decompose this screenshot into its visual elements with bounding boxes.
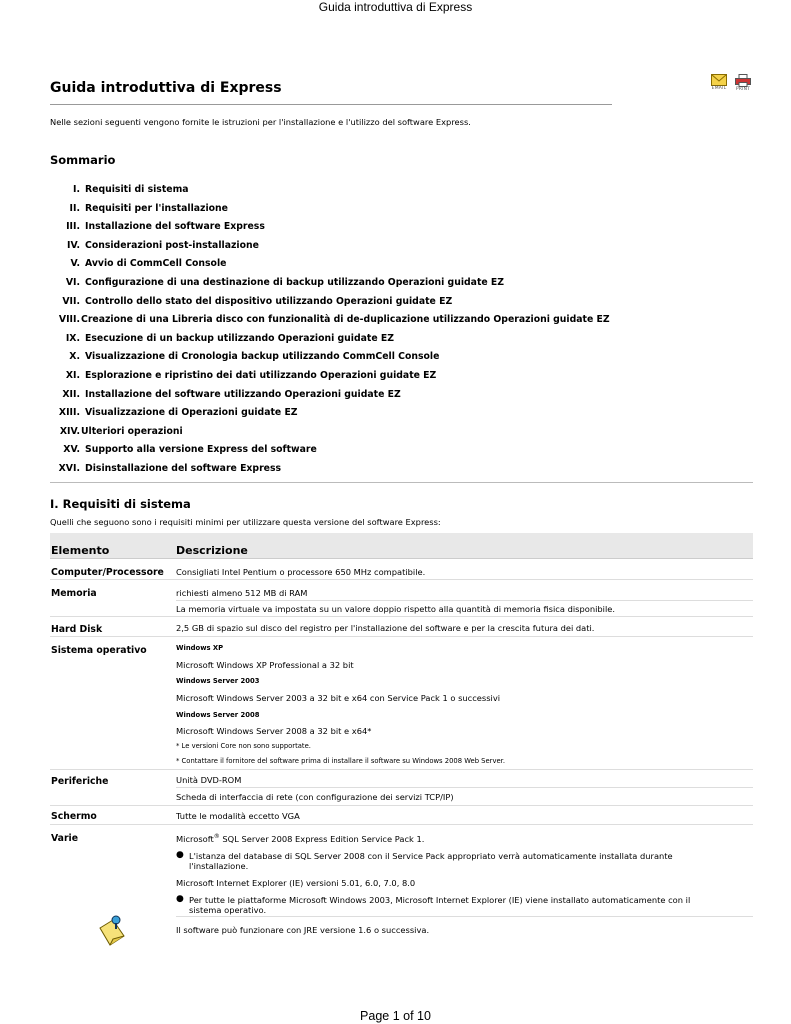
toc-link[interactable]: Disinstallazione del software Express xyxy=(85,463,282,474)
print-caption: PRINT xyxy=(735,87,751,92)
memoria-description-2: La memoria virtuale va impostata su un valore doppio rispetto alla quantità di memoria fisica disponibile. xyxy=(176,604,616,614)
toc-number: III. xyxy=(66,221,80,233)
toc-link[interactable]: Installazione del software Express xyxy=(85,221,265,233)
row-label-varie: Varie xyxy=(51,833,79,844)
toc-link[interactable]: Avvio di CommCell Console xyxy=(85,258,227,270)
page-title: Guida introduttiva di Express xyxy=(50,80,282,96)
periferiche-description-2: Scheda di interfaccia di rete (con configurazione dei servizi TCP/IP) xyxy=(176,792,454,802)
os-note-2: * Contattare il fornitore del software prima di installare il software su Windows 2008 Web Server. xyxy=(176,757,506,765)
toc-link[interactable]: Installazione del software utilizzando Operazioni guidate EZ xyxy=(85,388,401,400)
os-xp-heading: Windows XP xyxy=(176,644,224,652)
toc-link[interactable]: Creazione di una Libreria disco con funzionalità di de-duplicazione utilizzando Operazioni guidate EZ xyxy=(81,314,610,326)
toc-number: X. xyxy=(69,351,80,363)
print-icon xyxy=(735,74,751,87)
row-label-cpu: Computer/Processore xyxy=(51,567,164,578)
schermo-description: Tutte le modalità eccetto VGA xyxy=(176,811,300,821)
toc-link[interactable]: Esplorazione e ripristino dei dati utilizzando Operazioni guidate EZ xyxy=(85,370,437,381)
toc-link[interactable]: Configurazione di una destinazione di backup utilizzando Operazioni guidate EZ xyxy=(85,277,505,288)
row-label-hard-disk: Hard Disk xyxy=(51,624,103,635)
hard-disk-description: 2,5 GB di spazio sul disco del registro per l'installazione del software e per la crescita futura dei dati. xyxy=(176,623,595,633)
row-divider xyxy=(50,636,753,637)
os-2003-heading: Windows Server 2003 xyxy=(176,677,260,685)
os-note-1: * Le versioni Core non sono supportate. xyxy=(176,742,311,750)
toc-link[interactable]: Requisiti per l'installazione xyxy=(85,202,228,214)
cpu-description: Consigliati Intel Pentium o processore 650 MHz compatibile. xyxy=(176,567,426,577)
cell-divider xyxy=(176,916,753,917)
memoria-description-1: richiesti almeno 512 MB di RAM xyxy=(176,588,308,598)
toc-link[interactable]: Visualizzazione di Operazioni guidate EZ xyxy=(85,407,298,419)
toc-link[interactable]: Ulteriori operazioni xyxy=(81,425,183,437)
row-label-periferiche: Periferiche xyxy=(51,776,109,787)
requirements-table-header xyxy=(50,533,753,559)
pdf-page-header: Guida introduttiva di Express xyxy=(318,0,473,14)
row-label-os: Sistema operativo xyxy=(51,645,147,656)
column-header-descrizione: Descrizione xyxy=(176,544,248,557)
section-subtitle: Quelli che seguono sono i requisiti minimi per utilizzare questa versione del software Express: xyxy=(50,517,441,527)
sql-server-requirement: Microsoft® SQL Server 2008 Express Edition Service Pack 1. xyxy=(176,833,425,844)
os-2008-heading: Windows Server 2008 xyxy=(176,711,260,719)
row-divider xyxy=(50,824,753,825)
toc-number: XIV. xyxy=(59,425,80,437)
toc-number: XIII. xyxy=(58,407,80,419)
row-divider xyxy=(50,616,753,617)
ie-requirement: Microsoft Internet Explorer (IE) versioni 5.01, 6.0, 7.0, 8.0 xyxy=(176,878,416,888)
toc-link[interactable]: Considerazioni post-installazione xyxy=(85,239,259,251)
print-button[interactable] xyxy=(732,74,754,94)
column-header-elemento: Elemento xyxy=(51,544,110,557)
row-label-memoria: Memoria xyxy=(51,588,97,599)
toc-number: XII. xyxy=(62,388,80,400)
os-xp-description: Microsoft Windows XP Professional a 32 bit xyxy=(176,660,354,670)
toc-number: XI. xyxy=(65,370,80,381)
toc-link[interactable]: Supporto alla versione Express del software xyxy=(85,444,317,456)
page-number: Page 1 of 10 xyxy=(360,1009,431,1023)
row-label-schermo: Schermo xyxy=(51,811,97,822)
os-2003-description: Microsoft Windows Server 2003 a 32 bit e x64 con Service Pack 1 o successivi xyxy=(176,693,501,703)
toc-number: VII. xyxy=(62,295,80,307)
toc-number: V. xyxy=(70,258,80,270)
toc-number: IX. xyxy=(65,332,80,344)
toc-number: VIII. xyxy=(58,314,80,326)
toc-link[interactable]: Esecuzione di un backup utilizzando Operazioni guidate EZ xyxy=(85,332,394,344)
cell-divider xyxy=(176,787,753,788)
email-button[interactable] xyxy=(708,74,730,94)
sql-server-note: L'istanza del database di SQL Server 2008 con il Service Pack appropriato verrà automaticamente installata durante l'installazione. xyxy=(189,851,673,871)
toc-number: I. xyxy=(73,184,80,195)
sommario-heading: Sommario xyxy=(50,153,116,167)
row-divider xyxy=(50,805,753,806)
ie-note: Per tutte le piattaforme Microsoft Windows 2003, Microsoft Internet Explorer (IE) viene installato automaticamente con il sistema operativo. xyxy=(189,895,691,915)
toc-number: IV. xyxy=(67,239,80,251)
toc-number: II. xyxy=(69,202,80,214)
intro-text: Nelle sezioni seguenti vengono fornite le istruzioni per l'installazione e l'utilizzo del software Express. xyxy=(50,117,471,127)
toc-link[interactable]: Controllo dello stato del dispositivo utilizzando Operazioni guidate EZ xyxy=(85,295,453,307)
bullet-icon: ● xyxy=(176,850,184,860)
toc-link[interactable]: Visualizzazione di Cronologia backup utilizzando CommCell Console xyxy=(85,351,440,363)
note-icon xyxy=(97,914,127,946)
toc-number: VI. xyxy=(65,277,80,288)
row-divider xyxy=(50,769,753,770)
toc-number: XV. xyxy=(63,444,80,456)
email-icon xyxy=(711,74,727,86)
bullet-icon: ● xyxy=(176,894,184,904)
toc-link[interactable]: Requisiti di sistema xyxy=(85,184,189,195)
cell-divider xyxy=(176,600,753,601)
section-heading: I. Requisiti di sistema xyxy=(50,497,191,511)
os-2008-description: Microsoft Windows Server 2008 a 32 bit e x64* xyxy=(176,726,372,736)
email-caption: EMAIL xyxy=(711,86,727,91)
section-divider xyxy=(50,482,753,483)
periferiche-description-1: Unità DVD-ROM xyxy=(176,775,242,785)
jre-note: Il software può funzionare con JRE versione 1.6 o successiva. xyxy=(176,925,430,935)
row-divider xyxy=(50,579,753,580)
title-divider xyxy=(50,104,612,105)
toc-number: XVI. xyxy=(58,463,80,474)
